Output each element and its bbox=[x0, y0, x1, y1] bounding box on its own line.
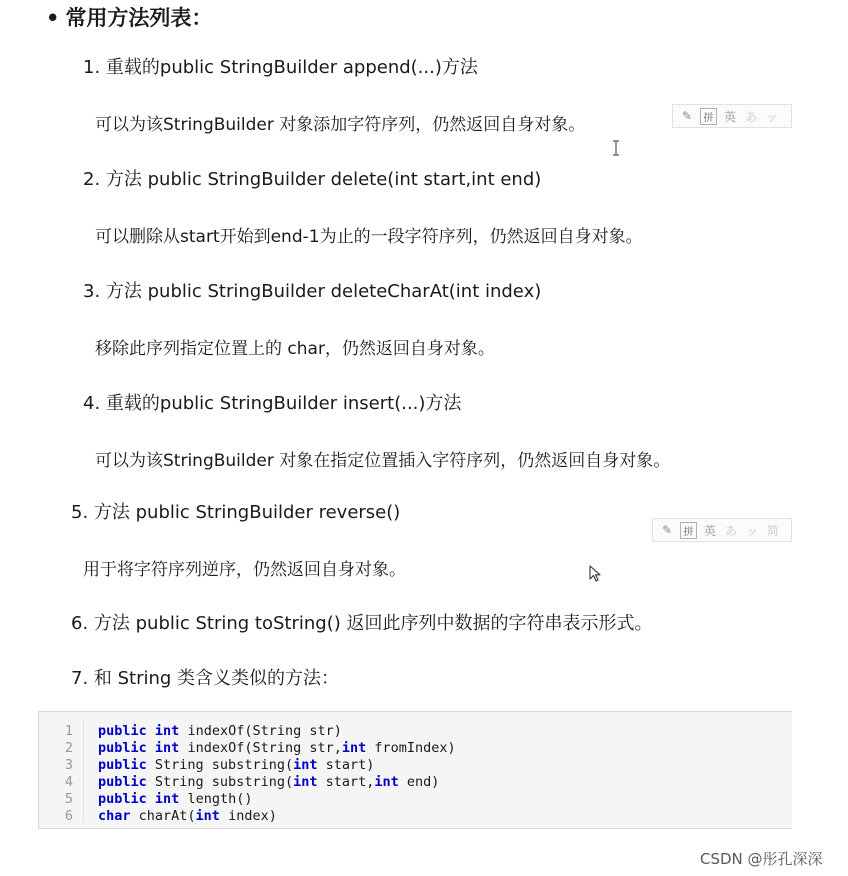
heading-text: 常用方法列表： bbox=[65, 6, 213, 30]
item-4-title: 4. 重载的public StringBuilder insert(...)方法 bbox=[83, 393, 462, 414]
code-keyword: char bbox=[98, 808, 131, 824]
code-keyword: int bbox=[154, 740, 180, 756]
code-text: String substring( bbox=[146, 757, 294, 773]
item-2-title: 2. 方法 public StringBuilder delete(int start,int end) bbox=[83, 169, 542, 190]
code-keyword: int bbox=[341, 740, 367, 756]
code-text: charAt( bbox=[130, 808, 196, 824]
code-keyword: public bbox=[98, 791, 147, 807]
edit-icon[interactable]: ✎ bbox=[661, 523, 673, 537]
code-text: end) bbox=[398, 774, 440, 790]
hiragana-icon[interactable]: あ bbox=[744, 109, 757, 124]
ime-toolbar-bottom[interactable] bbox=[652, 518, 792, 542]
edit-icon[interactable]: ✎ bbox=[681, 109, 693, 123]
english-mode-icon[interactable]: 英 bbox=[723, 109, 736, 124]
pinyin-icon[interactable]: 拼 bbox=[700, 108, 717, 125]
item-7-title: 7. 和 String 类含义类似的方法： bbox=[71, 668, 340, 689]
line-number: 2 bbox=[64, 740, 73, 756]
english-mode-icon[interactable]: 英 bbox=[703, 523, 716, 538]
line-number-gutter bbox=[39, 712, 83, 828]
item-2-desc: 可以删除从start开始到end-1为止的一段字符序列，仍然返回自身对象。 bbox=[95, 227, 643, 247]
item-6-title: 6. 方法 public String toString() 返回此序列中数据的字符串表示形式。 bbox=[71, 613, 653, 634]
code-keyword: public bbox=[98, 774, 147, 790]
line-number: 1 bbox=[64, 723, 73, 739]
code-keyword: int bbox=[154, 723, 180, 739]
code-keyword: public bbox=[98, 723, 147, 739]
code-text: start) bbox=[317, 757, 375, 773]
line-number: 5 bbox=[64, 791, 73, 807]
code-text: indexOf(String str) bbox=[179, 723, 342, 739]
code-text: length() bbox=[179, 791, 253, 807]
katakana-icon[interactable]: ッ bbox=[765, 109, 778, 124]
code-text: String substring( bbox=[146, 774, 294, 790]
code-text: indexOf(String str, bbox=[179, 740, 342, 756]
code-block bbox=[38, 711, 792, 829]
code-text: start, bbox=[317, 774, 375, 790]
item-5-desc: 用于将字符序列逆序，仍然返回自身对象。 bbox=[83, 560, 406, 580]
simplified-chinese-icon[interactable]: 简 bbox=[766, 523, 779, 538]
code-text: index) bbox=[219, 808, 277, 824]
code-text bbox=[147, 740, 155, 756]
item-3-title: 3. 方法 public StringBuilder deleteCharAt(int index) bbox=[83, 281, 542, 302]
section-heading bbox=[46, 4, 212, 32]
code-line bbox=[98, 740, 456, 757]
heading-bullet: • bbox=[46, 6, 60, 30]
item-5-title: 5. 方法 public StringBuilder reverse() bbox=[71, 502, 401, 523]
line-number: 4 bbox=[64, 774, 73, 790]
pinyin-icon[interactable]: 拼 bbox=[680, 522, 697, 539]
text-cursor-icon bbox=[612, 140, 620, 156]
hiragana-icon[interactable]: あ bbox=[724, 523, 737, 538]
code-keyword: public bbox=[98, 757, 147, 773]
code-lines bbox=[84, 712, 456, 828]
code-line bbox=[98, 723, 456, 740]
code-keyword: int bbox=[195, 808, 220, 824]
code-keyword: int bbox=[154, 791, 180, 807]
code-line bbox=[98, 774, 456, 791]
code-line bbox=[98, 757, 456, 774]
line-number: 3 bbox=[64, 757, 73, 773]
item-4-desc: 可以为该StringBuilder 对象在指定位置插入字符序列，仍然返回自身对象。 bbox=[95, 451, 671, 471]
code-keyword: int bbox=[374, 774, 399, 790]
item-3-desc: 移除此序列指定位置上的 char，仍然返回自身对象。 bbox=[95, 339, 495, 359]
code-text bbox=[147, 723, 155, 739]
item-1-desc: 可以为该StringBuilder 对象添加字符序列，仍然返回自身对象。 bbox=[95, 115, 586, 135]
mouse-pointer-icon bbox=[589, 565, 603, 583]
line-number: 6 bbox=[64, 808, 73, 824]
code-keyword: int bbox=[293, 757, 318, 773]
katakana-icon[interactable]: ッ bbox=[745, 523, 758, 538]
code-line bbox=[98, 791, 456, 808]
csdn-watermark: CSDN @彤孔深深 bbox=[700, 850, 823, 868]
code-text bbox=[147, 791, 155, 807]
code-keyword: public bbox=[98, 740, 147, 756]
code-keyword: int bbox=[293, 774, 318, 790]
ime-toolbar-top[interactable] bbox=[672, 104, 792, 128]
item-1-title: 1. 重载的public StringBuilder append(...)方法 bbox=[83, 57, 478, 78]
code-text: fromIndex) bbox=[366, 740, 456, 756]
code-line bbox=[98, 808, 456, 825]
